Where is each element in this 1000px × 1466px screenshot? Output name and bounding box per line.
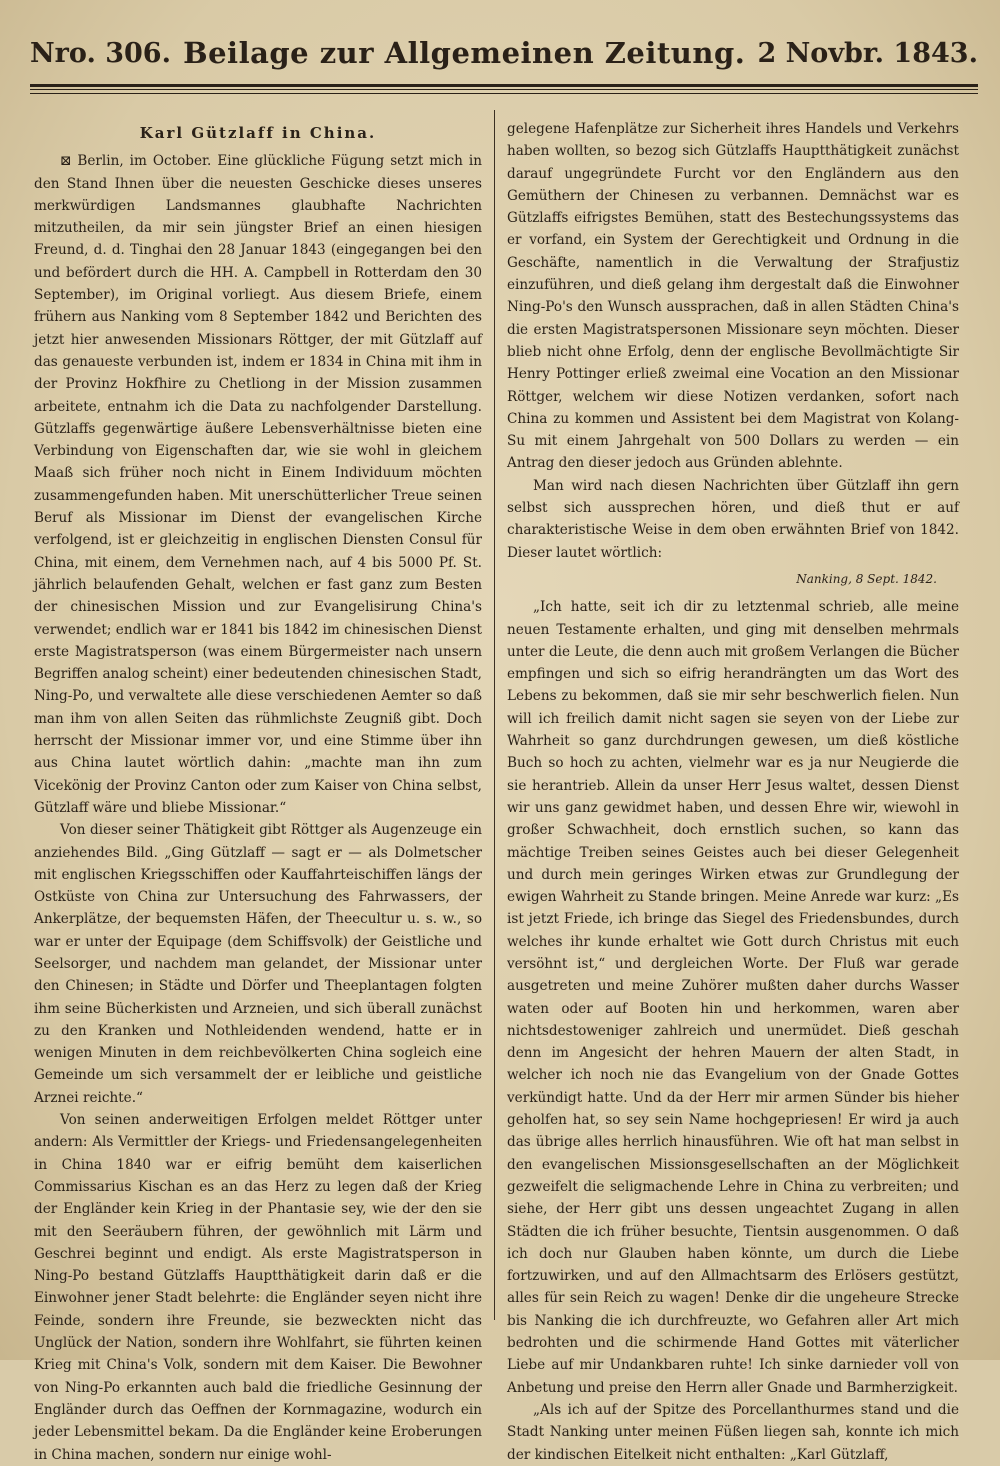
- paragraph: Man wird nach diesen Nachrichten über Gützlaff ihn gern selbst sich aussprechen hören, und dieß thut er auf charakteristische Weise in dem oben erwähnten Brief von 1842. Dieser lautet wörtlich:: [507, 477, 959, 561]
- paragraph: „Ich hatte, seit ich dir zu letztenmal schrieb, alle meine neuen Testamente erhalten, und ging mit denselben mehrmals unter die Leute, die denn auch mit großem Verlangen die Bücher empfingen und sich so eifrig herandrängten um das Wort des Lebens zu bekommen, daß sie mir sehr beschwerlich fielen. Nun will ich freilich damit nicht sagen sie seyen von der Liebe zur Wahrheit so ganz durchdrungen gewesen, um dieß köstliche Buch so hoch zu achten, vielmehr war es ja nur Neugierde die sie herantrieb. Allein da unser Herr Jesus waltet, dessen Dienst wir uns ganz gewidmet haben, und dessen Ehre wir, wiewohl in großer Schwachheit, doch ernstlich suchen, so kann das mächtige Treiben seines Geistes auch bei dieser Gelegenheit und durch mein geringes Wirken etwas zur Grundlegung der ewigen Wahrheit zu Stande bringen. Meine Anrede war kurz: „Es ist jetzt Friede, ich bringe das Siegel des Friedensbundes, durch welches ihr kunde erhaltet wie Gott durch Christus mit euch versöhnt ist,“ und dergleichen Worte. Der Fluß war gerade ausgetreten und meine Zuhörer mußten daher durchs Wasser waten oder auf Booten hin und herkommen, waren aber nichtsdestoweniger zahlreich und unermüdet. Dieß geschah denn im Angesicht der hehren Mauern der alten Stadt, in welcher ich noch nie das Evangelium von der Gnade Gottes verkündigt hatte. Und da der Herr mir armen Sünder bis hieher geholfen hat, so sey sein Name hochgepriesen! Er wird ja auch das übrige alles herrlich hinausführen. Wie oft hat man selbst in den evangelischen Missionsgesellschaften an der Möglichkeit gezweifelt die seligmachende Lehre in China zu verbreiten; und siehe, der Herr gibt uns dessen ungeachtet Zugang in allen Städten die ich früher besuchte, Tientsin ausgenommen. O daß ich doch nur Glauben haben könnte, um durch die Liebe fortzuwirken, und auf den Allmachtsarm des Erlösers gestützt, alles für sein Reich zu wagen! Denke dir die ungeheure Strecke bis Nanking die ich durchfreuzte, wo Gefahren aller Art mich bedrohten und die schirmende Hand Gottes mit väterlicher Liebe auf mir Undankbaren ruhte! Ich sinke darnieder voll von Anbetung und preise den Herrn aller Gnade und Barmherzigkeit.: [507, 599, 959, 1396]
- left-column: [34, 112, 482, 1463]
- paragraph: Von seinen anderweitigen Erfolgen meldet Röttger unter andern: Als Vermittler der Kriegs- und Friedensangelegenheiten in China 1840 war er eifrig bemüht dem kaiserlichen Commissarius Kischan es an das Herz zu legen daß der Krieg der Engländer kein Krieg in der Phantasie sey, wie der den sie mit den Seeräubern führen, der gewöhnlich mit Lärm und Geschrei beginnt und endigt. Als erste Magistratsperson in Ning-Po bestand Gützlaffs Hauptthätigkeit darin daß er die Einwohner jener Stadt belehrte: die Engländer seyen nicht ihre Feinde, sondern ihre Freunde, sie bezweckten nicht das Unglück der Nation, sondern ihre Wohlfahrt, sie führten keinen Krieg mit China's Volk, sondern mit dem Kaiser. Die Bewohner von Ning-Po erkannten auch bald die friedliche Gesinnung der Engländer durch das Oeffnen der Kornmagazine, wodurch ein jeder Lebensmittel bekam. Da die Engländer keine Eroberungen in China machen, sondern nur einige wohl-: [34, 1112, 482, 1463]
- article-heading: Karl Gützlaff in China.: [139, 124, 377, 142]
- masthead: [30, 28, 978, 78]
- paragraph: gelegene Hafenplätze zur Sicherheit ihres Handels und Verkehrs haben wollten, so bezog sich Gützlaffs Hauptthätigkeit zunächst darauf ungegründete Furcht vor den Engländern aus den Gemüthern der Chinesen zu verbannen. Demnächst war es Gützlaffs eifrigstes Bemühen, statt des Bestechungssystems das er vorfand, ein System der Gerechtigkeit und Ordnung in die Geschäfte, namentlich in die Verwaltung der Strafjustiz einzuführen, und dieß gelang ihm dergestalt daß die Einwohner Ning-Po's den Wunsch aussprachen, daß in allen Städten China's die ersten Magistratspersonen Missionare seyn möchten. Dieser blieb nicht ohne Erfolg, denn der englische Bevollmächtigte Sir Henry Pottinger erließ zweimal eine Vocation an den Missionar Röttger, welchem wir diese Notizen verdanken, sofort nach China zu kommen und Assistent bei dem Magistrat von Kolang-Su mit einem Jahrgehalt von 500 Dollars zu werden — ein Antrag den dieser jedoch aus Gründen ablehnte.: [507, 121, 959, 472]
- newspaper-title: Beilage zur Allgemeinen Zeitung.: [183, 36, 746, 70]
- issue-number: Nro. 306.: [30, 37, 171, 69]
- paragraph: Von dieser seiner Thätigkeit gibt Röttger als Augenzeuge ein anziehendes Bild. „Ging Gützlaff — sagt er — als Dolmetscher mit englischen Kriegsschiffen oder Kauffahrteischiffen längs der Ostküste von China zur Untersuchung des Fahrwassers, der Ankerplätze, der bequemsten Häfen, der Theecultur u. s. w., so war er unter der Equipage (dem Schiffsvolk) der Geistliche und Seelsorger, und nachdem man gelandet, der Missionar unter den Chinesen; in Städte und Dörfer und Theeplantagen folgten ihm seine Bücherkisten und Arzneien, und sich überall zunächst zu den Kranken und Nothleidenden wendend, hatte er in wenigen Minuten in dem reichbevölkerten China sogleich eine Gemeinde um sich versammelt der er leibliche und geistliche Arznei reichte.“: [34, 822, 482, 1106]
- header-rule: [30, 84, 978, 94]
- letter-dateline: Nanking, 8 Sept. 1842.: [796, 571, 937, 586]
- issue-date: 2 Novbr. 1843.: [757, 37, 978, 69]
- paragraph: „Als ich auf der Spitze des Porcellanthurmes stand und die Stadt Nanking unter meinen Füßen liegen sah, konnte ich mich der kindischen Eitelkeit nicht enthalten: „Karl Gützlaff,: [507, 1401, 959, 1463]
- paragraph: ⊠ Berlin, im October. Eine glückliche Fügung setzt mich in den Stand Ihnen über die neuesten Geschicke dieses unseres merkwürdigen Landsmannes glaubhafte Nachrichten mitzutheilen, da mir sein jüngster Brief an einen hiesigen Freund, d. d. Tinghai den 28 Januar 1843 (eingegangen bei den und befördert durch die HH. A. Campbell in Rotterdam den 30 September), im Original vorliegt. Aus diesem Briefe, einem frühern aus Nanking vom 8 September 1842 und Berichten des jetzt hier anwesenden Missionars Röttger, der mit Gützlaff auf das genaueste verbunden ist, indem er 1834 in China mit ihm in der Provinz Hokfhire zu Chetliong in der Mission zusammen arbeitete, entnahm ich die Data zu nachfolgender Darstellung. Gützlaffs gegenwärtige äußere Lebensverhältnisse bieten eine Verbindung von Eigenschaften dar, wie sie wohl in gleichem Maaß sich früher noch nicht in Einem Individuum möchten zusammengefunden haben. Mit unerschütterlicher Treue seinen Beruf als Missionar im Dienst der evangelischen Kirche verfolgend, ist er gleichzeitig in englischen Diensten Consul für China, mit einem, dem Vernehmen nach, auf 4 bis 5000 Pf. St. jährlich belaufenden Gehalt, welchen er fast ganz zum Besten der chinesischen Mission und zur Evangelisirung China's verwendet; endlich war er 1841 bis 1842 im chinesischen Dienst erste Magistratsperson (was einem Bürgermeister nach unsern Begriffen analog scheint) einer bedeutenden chinesischen Stadt, Ning-Po, und verwaltete alle diese verschiedenen Aemter so daß man ihm von allen Seiten das rühmlichste Zeugniß gibt. Doch herrscht der Missionar immer vor, und eine Stimme über ihn aus China lautet wörtlich dahin: „machte man ihn zum Vicekönig der Provinz Canton oder zum Kaiser von China selbst, Gützlaff wäre und bliebe Missionar.“: [34, 153, 482, 816]
- right-column: [507, 118, 959, 1463]
- column-divider: [494, 110, 495, 1320]
